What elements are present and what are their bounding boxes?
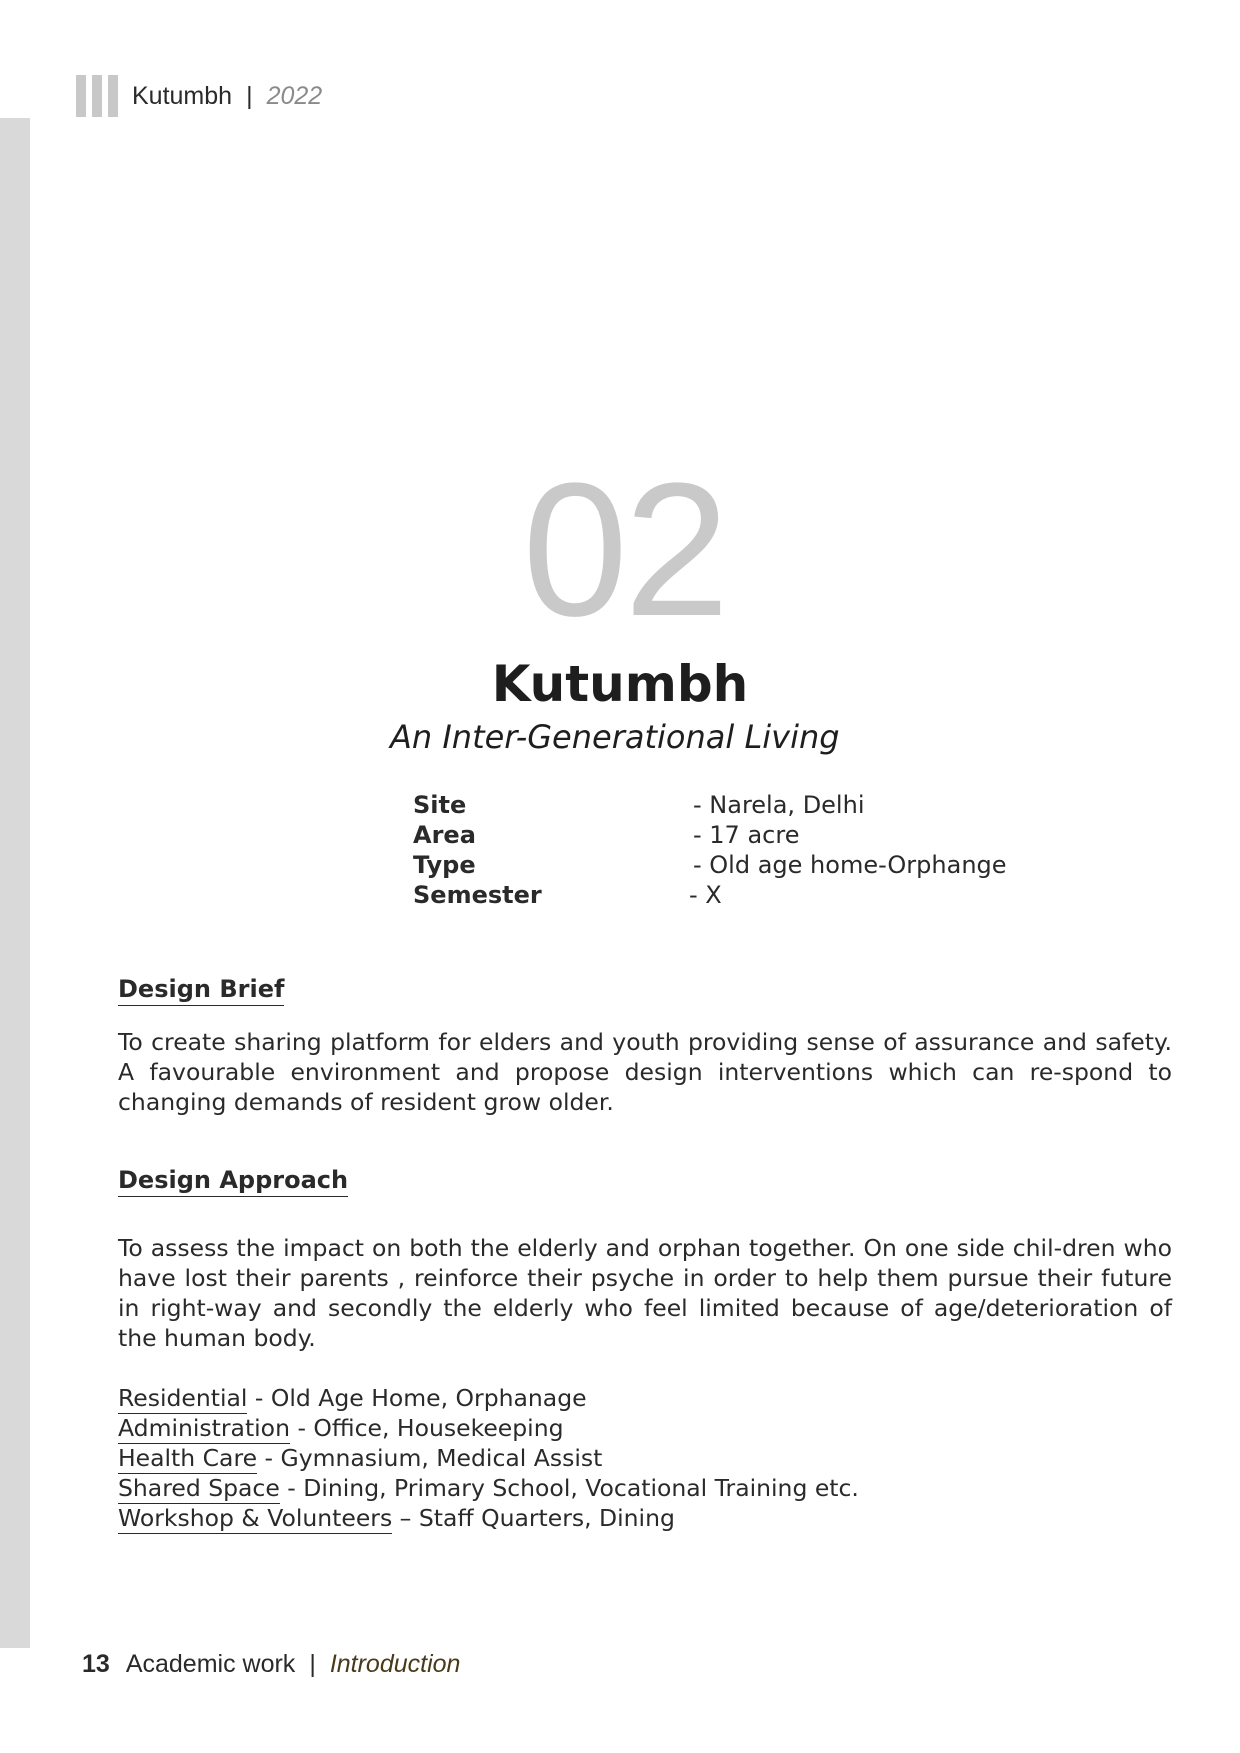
program-name: Shared Space xyxy=(118,1474,280,1502)
header-title: Kutumbh xyxy=(132,81,233,110)
list-item xyxy=(118,1443,859,1473)
program-list xyxy=(118,1383,859,1533)
info-row-semester xyxy=(413,880,1007,910)
info-label: Area xyxy=(413,821,476,849)
list-item xyxy=(118,1383,859,1413)
program-name: Workshop & Volunteers xyxy=(118,1504,393,1532)
program-detail: - Office, Housekeeping xyxy=(289,1414,564,1442)
program-name: Health Care xyxy=(118,1444,258,1472)
footer-section: Academic work xyxy=(125,1650,296,1678)
footer-chapter: Introduction xyxy=(329,1650,461,1678)
list-item xyxy=(118,1473,859,1503)
info-label: Semester xyxy=(413,881,542,909)
info-value: - Old age home-Orphange xyxy=(693,851,1007,879)
program-name: Administration xyxy=(118,1414,290,1442)
info-value: - X xyxy=(689,881,722,909)
design-brief-heading: Design Brief xyxy=(118,975,284,1006)
project-number: 02 xyxy=(522,444,726,656)
design-brief-text: To create sharing platform for elders and youth providing sense of assurance and safety. A favourable environment and propose design interventions which can re-spond to changing demands of resident grow older. xyxy=(118,1028,1172,1116)
info-row-type xyxy=(413,850,1007,880)
design-approach-text: To assess the impact on both the elderly and orphan together. On one side chil-dren who have lost their parents , reinforce their psyche in order to help them pursue their future in right-way and secondly the elderly who feel limited because of age/deterioration of the human body. xyxy=(118,1234,1172,1352)
program-name: Residential xyxy=(118,1384,248,1412)
header-year: 2022 xyxy=(266,81,323,110)
header-separator: | xyxy=(246,81,253,110)
project-info xyxy=(413,790,1007,910)
program-detail: - Dining, Primary School, Vocational Training etc. xyxy=(279,1474,859,1502)
page-header xyxy=(76,74,322,118)
project-subtitle: An Inter-Generational Living xyxy=(390,718,840,756)
page-number: 13 xyxy=(82,1650,110,1678)
list-item xyxy=(118,1413,859,1443)
side-band xyxy=(0,118,30,1648)
footer-separator: | xyxy=(309,1650,316,1678)
info-row-area xyxy=(413,820,1007,850)
program-detail: – Staff Quarters, Dining xyxy=(392,1504,675,1532)
page-footer xyxy=(82,1650,460,1679)
program-detail: - Gymnasium, Medical Assist xyxy=(257,1444,603,1472)
info-value: - 17 acre xyxy=(693,821,800,849)
info-label: Type xyxy=(413,851,476,879)
project-title: Kutumbh xyxy=(491,655,749,713)
info-value: - Narela, Delhi xyxy=(693,791,865,819)
program-detail: - Old Age Home, Orphanage xyxy=(247,1384,587,1412)
list-item xyxy=(118,1503,859,1533)
info-row-site xyxy=(413,790,1007,820)
info-label: Site xyxy=(413,791,467,819)
header-bars-icon xyxy=(76,75,118,117)
design-approach-heading: Design Approach xyxy=(118,1166,348,1197)
